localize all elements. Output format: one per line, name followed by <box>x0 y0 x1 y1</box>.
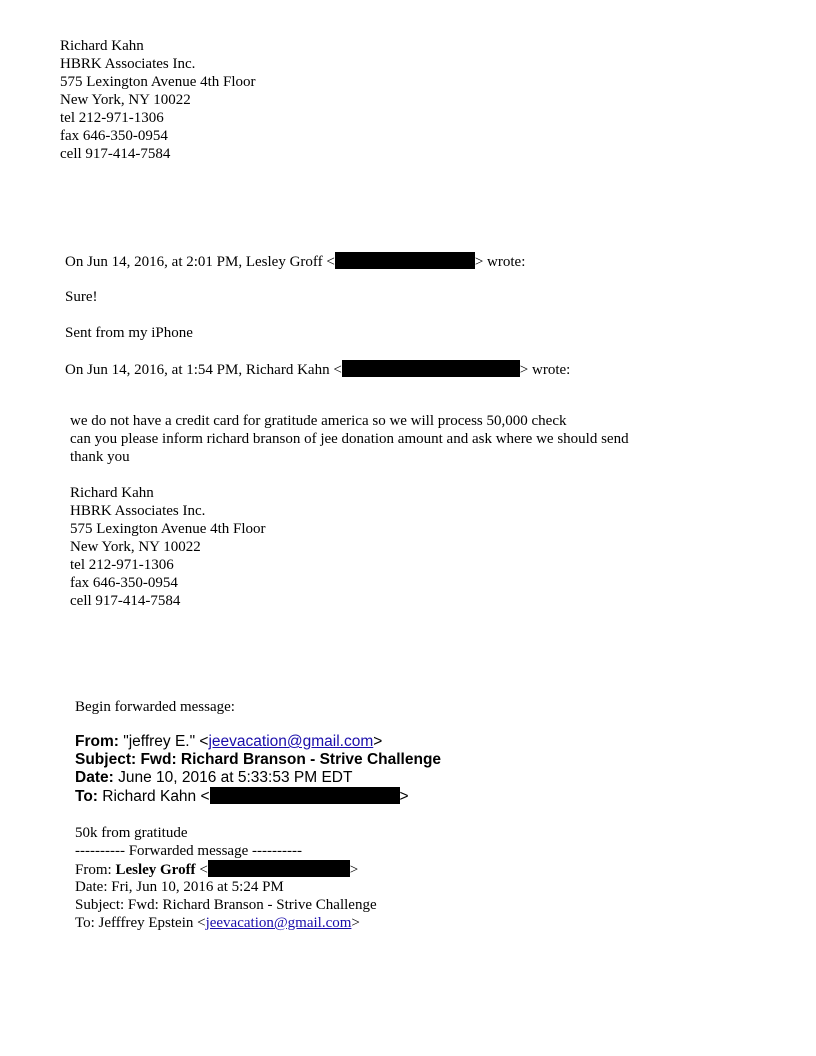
sig-fax: fax 646-350-0954 <box>70 575 178 591</box>
signature-mid <box>70 484 266 610</box>
sig-address-line1: 575 Lexington Avenue 4th Floor <box>60 74 256 90</box>
inner-from-name: Lesley Groff <box>115 862 196 878</box>
forward-subject-value: Fwd: Richard Branson - Strive Challenge <box>136 751 442 768</box>
inner-from-close: > <box>349 862 359 878</box>
inner-to-email-link[interactable]: jeevacation@gmail.com <box>205 915 352 931</box>
reply2-line: we do not have a credit card for gratitude america so we will process 50,000 check <box>70 413 567 429</box>
sig-name: Richard Kahn <box>70 485 154 501</box>
redaction-block <box>342 360 520 377</box>
reply2-header-prefix: On Jun 14, 2016, at 1:54 PM, Richard Kahn < <box>65 362 342 378</box>
sig-name: Richard Kahn <box>60 38 144 54</box>
reply2-body <box>70 412 629 466</box>
reply2-line: thank you <box>70 449 130 465</box>
sig-company: HBRK Associates Inc. <box>60 56 196 72</box>
sig-tel: tel 212-971-1306 <box>70 557 174 573</box>
reply1-header-suffix: > wrote: <box>474 254 526 270</box>
forward-from <box>75 733 441 751</box>
reply2-line: can you please inform richard branson of jee donation amount and ask where we should send <box>70 431 629 447</box>
redaction-block <box>210 787 400 804</box>
sig-company: HBRK Associates Inc. <box>70 503 206 519</box>
forward-from-email-link[interactable]: jeevacation@gmail.com <box>208 733 374 750</box>
inner-from <box>75 860 377 878</box>
inner-from-prefix: From: <box>75 862 116 878</box>
sig-address-line2: New York, NY 10022 <box>70 539 201 555</box>
inner-divider: ---------- Forwarded message ---------- <box>75 843 302 859</box>
sig-address-line2: New York, NY 10022 <box>60 92 191 108</box>
reply1-header <box>65 252 525 271</box>
inner-to <box>75 914 377 932</box>
forward-to-prefix: Richard Kahn < <box>97 788 210 805</box>
forward-to-label: To: <box>75 788 98 805</box>
reply1-sent-from: Sent from my iPhone <box>65 325 193 341</box>
redaction-block <box>335 252 475 269</box>
sig-cell: cell 917-414-7584 <box>70 593 181 609</box>
forward-to-close: > <box>399 788 409 805</box>
inner-from-open: < <box>195 862 208 878</box>
forward-intro: Begin forwarded message: <box>75 699 235 715</box>
forward-from-label: From: <box>75 733 119 750</box>
redaction-block <box>208 860 350 877</box>
forward-headers <box>75 733 441 805</box>
sig-address-line1: 575 Lexington Avenue 4th Floor <box>70 521 266 537</box>
sig-fax: fax 646-350-0954 <box>60 128 168 144</box>
forward-date <box>75 769 441 787</box>
inner-to-close: > <box>351 915 360 931</box>
inner-note: 50k from gratitude <box>75 825 188 841</box>
forward-date-label: Date: <box>75 769 114 786</box>
inner-subject: Subject: Fwd: Richard Branson - Strive Challenge <box>75 897 377 913</box>
reply1-header-prefix: On Jun 14, 2016, at 2:01 PM, Lesley Groff < <box>65 254 335 270</box>
inner-date: Date: Fri, Jun 10, 2016 at 5:24 PM <box>75 879 284 895</box>
forward-date-value: June 10, 2016 at 5:33:53 PM EDT <box>113 769 353 786</box>
signature-top <box>60 37 256 163</box>
forward-from-name: "jeffrey E." < <box>118 733 209 750</box>
sig-cell: cell 917-414-7584 <box>60 146 171 162</box>
sig-tel: tel 212-971-1306 <box>60 110 164 126</box>
forward-subject <box>75 751 441 769</box>
reply1-body: Sure! <box>65 289 98 305</box>
forward-subject-label: Subject: <box>75 751 137 768</box>
reply2-header-suffix: > wrote: <box>519 362 571 378</box>
forward-to <box>75 787 441 805</box>
forward-from-close: > <box>373 733 383 750</box>
inner-to-prefix: To: Jefffrey Epstein < <box>75 915 206 931</box>
reply2-header <box>65 360 570 379</box>
inner-message <box>75 824 377 932</box>
